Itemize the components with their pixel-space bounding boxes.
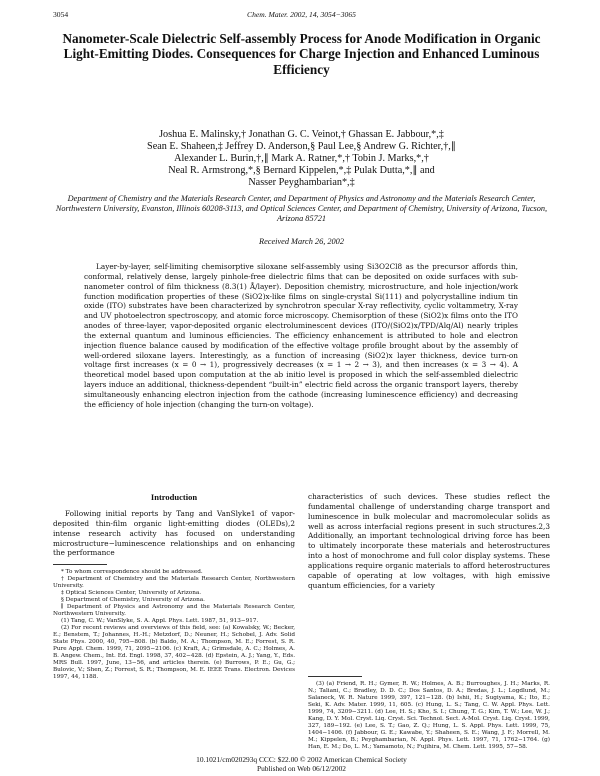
abstract: Layer-by-layer, self-limiting chemisorptive siloxane self-assembly using Si3O2Cl8 as the precursor affords thin, conformal, relatively dense, largely pinhole-free dielectric films that can be deposited on oxide surfaces with sub-nanometer control of film thickness (8.3(1) Å/layer). Deposition chemistry, microstructure, and hole injection/work function modification properties of these (SiO2)x-like films on single-crystal Si(111) and polycrystalline indium tin oxide (ITO) substrates have been characterized by synchrotron specular X-ray reflectivity, cyclic voltammetry, X-ray and UV photoelectron spectroscopy, and atomic force microscopy. Chemisorption of these (SiO2)x films onto the ITO anodes of three-layer, vapor-deposited organic electroluminescent devices (ITO/(SiO2)x/TPD/Alq/Al) nearly triples the external quantum and luminous efficiencies. The efficiency enhancement is attributed to hole and electron injection fluence balance caused by modification of the effective voltage profile brought about by the assembly of well-ordered siloxane layers. Interestingly, as a function of increasing (SiO2)x layer thickness, device turn-on voltage first increases (x = 0 → 1), progressively decreases (x = 1 → 2 → 3), and then increases (x = 3 → 4). A theoretical model based upon computation at the ab initio level is proposed in which the self-assembled dielectric layers induce an additional, thickness-dependent “built-in” electric field across the organic transport layers, thereby simultaneously enhancing electron injection from the cathode (increasing luminescence efficiency) and decreasing the efficiency of hole injection (changing the turn-on voltage). <box>84 262 518 409</box>
author-list <box>53 129 550 189</box>
section-heading: Introduction <box>150 492 198 502</box>
right-references <box>308 676 550 751</box>
published-date: Published on Web 06/12/2002 <box>257 764 346 773</box>
footnote: ∥ Department of Physics and Astronomy and the Materials Research Center, Northwestern University. <box>53 604 295 618</box>
right-column <box>308 492 550 590</box>
footnote: § Department of Chemistry, University of Arizona. <box>61 597 205 604</box>
footnote: * To whom correspondence should be addressed. <box>61 569 203 576</box>
article-title: Nanometer-Scale Dielectric Self-assembly Process for Anode Modification in Organic Light-Emitting Diodes. Consequences for Charge Injection and Enhanced Luminous Efficiency <box>62 31 541 77</box>
running-header <box>53 10 550 22</box>
author-line: Neal R. Armstrong,*,§ Bernard Kippelen,*,‡ Pulak Dutta,*,∥ and <box>168 165 435 177</box>
page-footer <box>53 755 550 773</box>
intro-paragraph-right: characteristics of such devices. These studies reflect the fundamental challenge of understanding charge transport and luminescence in bulk molecular and macromolecular solids as well as across interfacial regions present in such structures.2,3 Additionally, an important technological driving force has been to ultimately incorporate these materials and heterostructures into a host of monochrome and full color display systems. These applications require organic materials to afford heterostructures capable of operating at low voltages, with high emissive quantum efficiencies, for a variety <box>308 492 550 590</box>
left-column <box>53 492 295 681</box>
affiliation: Department of Chemistry and the Materials Research Center, and Department of Physics and Astronomy and the Materials Research Center, Northwestern University, Evanston, Illinois 60208-3113, and Optical Sciences Center, and Department of Chemistry, University of Arizona, Tucson, Arizona 85721 <box>55 194 548 223</box>
reference: (1) Tang, C. W.; VanSlyke, S. A. Appl. Phys. Lett. 1987, 51, 913−917. <box>61 618 259 625</box>
reference: (2) For recent reviews and overviews of this field, see: (a) Kowalsky, W.; Becker, E.; Benstem, T.; Johannes, H.-H.; Metzdorf, D.; Neuner, H.; Schobel, J. Adv. Solid State Phys. 2000, 40, 795−808. (b) Baldo, M. A.; Thompson, M. E.; Forrest, S. R. Pure Appl. Chem. 1999, 71, 2095−2106. (c) Kraft, A.; Grimsdale, A. C.; Holmes, A. B. Angew. Chem., Int. Ed. Engl. 1998, 37, 402−428. (d) Epstein, A. J.; Yang, Y., Eds. MRS Bull. 1997, June, 13−56, and articles therein. (e) Burrows, P. E.; Gu, G.; Bulovic, V.; Shen, Z.; Forrest, S. R.; Thompson, M. E. IEEE Trans. Electron. Devices 1997, 44, 1188. <box>53 625 295 681</box>
reference: (3) (a) Friend, R. H.; Gymer, R. W.; Holmes, A. B.; Burroughes, J. H.; Marks, R. N.; Taliani, C.; Bradley, D. D. C.; Dos Santos, D. A.; Bredas, J. L.; Logdlund, M.; Salaneck, W. R. Nature 1999, 397, 121−128. (b) Ishii, H.; Sugiyama, K.; Ito, E.; Seki, K. Adv. Mater. 1999, 11, 605. (c) Hung, L. S.; Tang, C. W. Appl. Phys. Lett. 1999, 74, 3209−3211. (d) Lee, H. S.; Kho, S. I.; Chung, T. G.; Kim, T. W.; Lee, W. J.; Kang, D. Y. Mol. Cryst. Liq. Cryst. Sci. Technol. Sect. A-Mol. Cryst. Liq. Cryst. 1999, 327, 189−192. (e) Lee, S. T.; Gao, Z. Q.; Hung, L. S. Appl. Phys. Lett. 1999, 75, 1404−1406. (f) Jabbour, G. E.; Kawabe, Y.; Shaheen, S. E.; Wang, J. F.; Morrell, M. M.; Kippelen, B.; Peyghambarian, N. Appl. Phys. Lett. 1997, 71, 1762−1764. (g) Han, E. M.; Do, L. M.; Yamamoto, N.; Fujihira, M. Chem. Lett. 1995, 57−58. <box>308 681 550 750</box>
author-line: Nasser Peyghambarian*,‡ <box>248 177 355 189</box>
author-line: Alexander L. Burin,†,∥ Mark A. Ratner,*,† Tobin J. Marks,*,† <box>174 153 429 165</box>
intro-paragraph-left: Following initial reports by Tang and VanSlyke1 of vapor-deposited thin-film organic light-emitting diodes (OLEDs),2 intense research activity has focused on understanding microstructure−luminescence relationships and on enhancing the performance <box>53 509 295 558</box>
footnote: † Department of Chemistry and the Materials Research Center, Northwestern University. <box>53 576 295 590</box>
doi-line: 10.1021/cm020293q CCC: $22.00 © 2002 American Chemical Society <box>196 755 407 764</box>
journal-citation: Chem. Mater. 2002, 14, 3054−3065 <box>247 10 356 19</box>
footnote-rule <box>308 676 362 677</box>
received-date: Received March 26, 2002 <box>259 237 344 246</box>
footnote: ‡ Optical Sciences Center, University of Arizona. <box>61 590 202 597</box>
footnote-rule <box>53 564 107 565</box>
author-line: Sean E. Shaheen,‡ Jeffrey D. Anderson,§ Paul Lee,§ Andrew G. Richter,†,∥ <box>147 141 456 153</box>
author-line: Joshua E. Malinsky,† Jonathan G. C. Veinot,† Ghassan E. Jabbour,*,‡ <box>159 129 444 140</box>
page-number: 3054 <box>53 10 69 19</box>
